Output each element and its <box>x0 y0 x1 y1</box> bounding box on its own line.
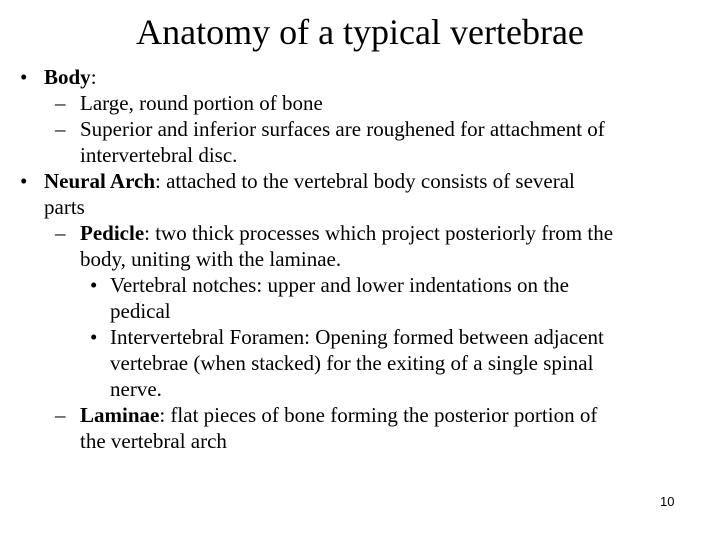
body-item-2-text: Superior and inferior surfaces are roughened for attachment of <box>80 117 605 141</box>
body-item-1 <box>0 90 712 116</box>
bullet-marker: • <box>90 273 98 297</box>
item-laminae-cont <box>0 428 712 454</box>
dash-marker: – <box>55 403 66 427</box>
term-laminae: Laminae <box>80 403 160 427</box>
foramen-text-cont-2: nerve. <box>110 377 162 401</box>
body-item-2 <box>0 116 712 142</box>
slide-title: Anatomy of a typical vertebrae <box>136 12 584 52</box>
bullet-marker: • <box>90 325 98 349</box>
pedicle-text-cont: body, uniting with the laminae. <box>80 247 342 271</box>
bullet-marker: • <box>20 169 28 193</box>
subitem-vertebral-notches-cont <box>0 298 712 324</box>
slide-content <box>0 64 712 454</box>
page-number: 10 <box>660 494 675 509</box>
neural-arch-text: : attached to the vertebral body consists of several <box>155 169 575 193</box>
neural-arch-text-cont: parts <box>44 195 85 219</box>
dash-marker: – <box>55 117 66 141</box>
subitem-intervertebral-foramen <box>0 324 712 350</box>
body-item-1-text: Large, round portion of bone <box>80 91 323 115</box>
pedicle-text: : two thick processes which project posteriorly from the <box>144 221 614 245</box>
subitem-foramen-cont-2 <box>0 376 712 402</box>
subitem-vertebral-notches <box>0 272 712 298</box>
dash-marker: – <box>55 221 66 245</box>
term-neural-arch: Neural Arch <box>44 169 156 193</box>
dash-marker: – <box>55 91 66 115</box>
laminae-text-cont: the vertebral arch <box>80 429 227 453</box>
bullet-body <box>0 64 712 90</box>
item-pedicle-cont <box>0 246 712 272</box>
term-body: Body <box>44 65 91 89</box>
body-suffix: : <box>90 65 97 89</box>
foramen-text: Intervertebral Foramen: Opening formed between adjacent <box>110 325 604 349</box>
bullet-neural-arch <box>0 168 712 194</box>
item-pedicle <box>0 220 712 246</box>
body-item-2-text-cont: intervertebral disc. <box>80 143 238 167</box>
term-pedicle: Pedicle <box>80 221 145 245</box>
vertebral-notches-text-cont: pedical <box>110 299 171 323</box>
subitem-foramen-cont-1 <box>0 350 712 376</box>
foramen-text-cont-1: vertebrae (when stacked) for the exiting of a single spinal <box>110 351 594 375</box>
body-item-2-cont <box>0 142 712 168</box>
bullet-marker: • <box>20 65 28 89</box>
item-laminae <box>0 402 712 428</box>
vertebral-notches-text: Vertebral notches: upper and lower indentations on the <box>110 273 569 297</box>
laminae-text: : flat pieces of bone forming the posterior portion of <box>159 403 598 427</box>
bullet-neural-arch-cont <box>0 194 712 220</box>
